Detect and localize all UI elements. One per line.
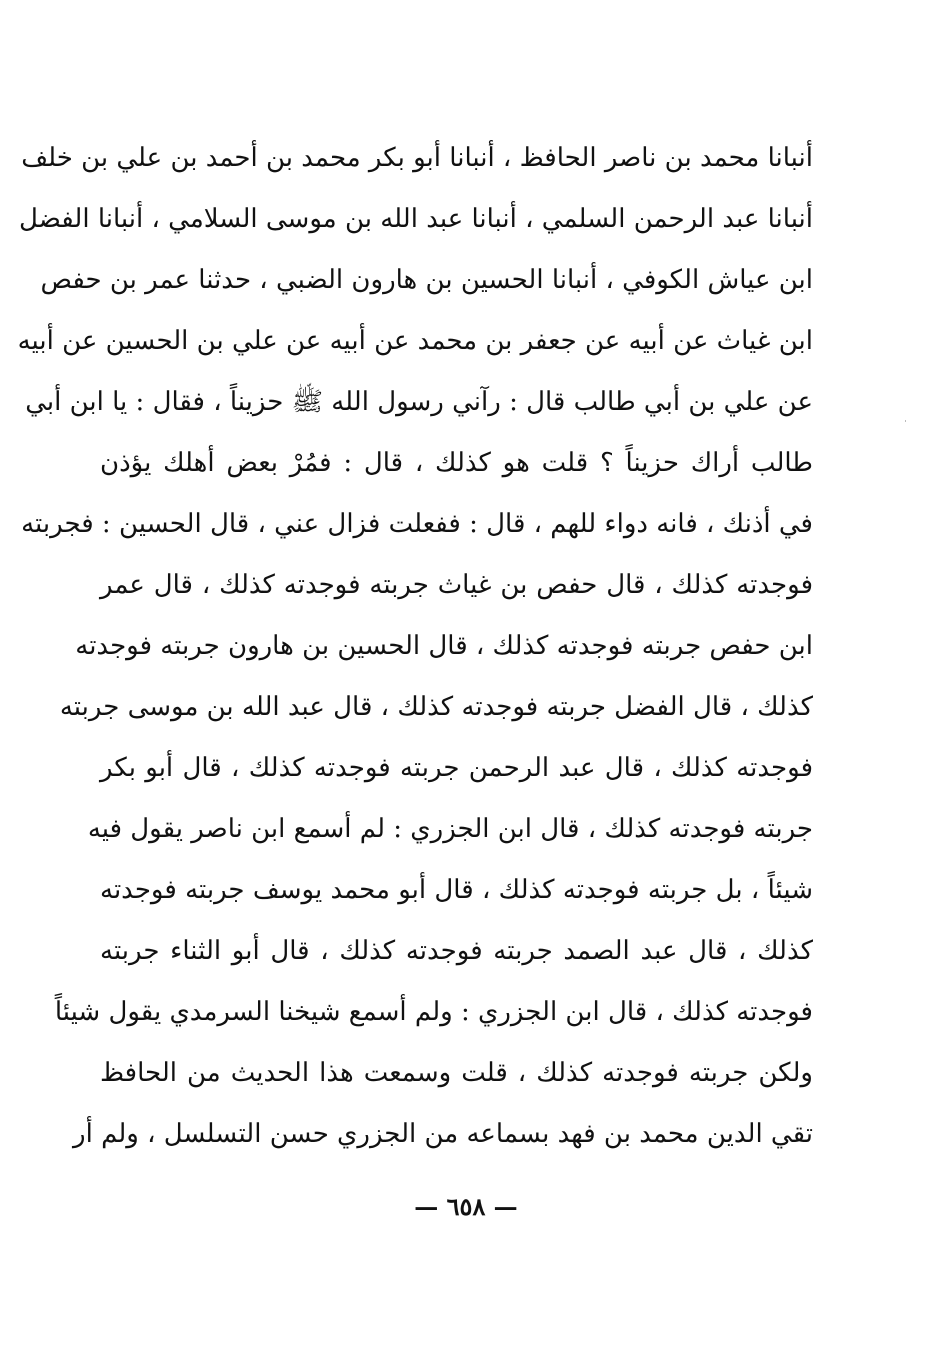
text-line: أنبانا محمد بن ناصر الحافظ ، أنبانا أبو بكر محمد بن أحمد بن علي بن خلف (21, 143, 813, 173)
text-line: شيئاً ، بل جربته فوجدته كذلك ، قال أبو محمد يوسف جربته فوجدته (100, 875, 813, 905)
text-line: فوجدته كذلك ، قال ابن الجزري : ولم أسمع شيخنا السرمدي يقول شيئاً (54, 997, 813, 1027)
text-line: في أذنك ، فانه دواء للهم ، قال : ففعلت فزال عني ، قال الحسين : فجربته (21, 509, 813, 539)
body-text (17, 128, 813, 1165)
margin-mark (905, 420, 906, 422)
text-line: جربته فوجدته كذلك ، قال ابن الجزري : لم أسمع ابن ناصر يقول فيه (87, 814, 813, 844)
text-line: أنبانا عبد الرحمن السلمي ، أنبانا عبد الله بن موسى السلامي ، أنبانا الفضل (19, 204, 813, 234)
text-line: كذلك ، قال عبد الصمد جربته فوجدته كذلك ، قال أبو الثناء جربته (100, 936, 813, 966)
text-line: طالب أراك حزيناً ؟ قلت هو كذلك ، قال : فمُرْ بعض أهلك يؤذن (100, 448, 813, 478)
text-line: ولكن جربته فوجدته كذلك ، قلت وسمعت هذا الحديث من الحافظ (100, 1058, 813, 1088)
page-number: — ٦٥٨ — (414, 1192, 518, 1221)
text-line: عن علي بن أبي طالب قال : رآني رسول الله ﷺ حزيناً ، فقال : يا ابن أبي (25, 387, 813, 417)
text-line: فوجدته كذلك ، قال عبد الرحمن جربته فوجدته كذلك ، قال أبو بكر (100, 753, 813, 783)
text-line: ابن غياث عن أبيه عن جعفر بن محمد عن أبيه عن علي بن الحسين عن أبيه (17, 326, 813, 356)
text-line: فوجدته كذلك ، قال حفص بن غياث جربته فوجدته كذلك ، قال عمر (100, 570, 813, 600)
text-line: ابن عياش الكوفي ، أنبانا الحسين بن هارون الضبي ، حدثنا عمر بن حفص (40, 265, 813, 295)
text-line: تقي الدين محمد بن فهد بسماعه من الجزري حسن التسلسل ، ولم أر (73, 1119, 813, 1149)
text-line: كذلك ، قال الفضل جربته فوجدته كذلك ، قال عبد الله بن موسى جربته (59, 692, 813, 722)
text-line: ابن حفص جربته فوجدته كذلك ، قال الحسين بن هارون جربته فوجدته (75, 631, 813, 661)
